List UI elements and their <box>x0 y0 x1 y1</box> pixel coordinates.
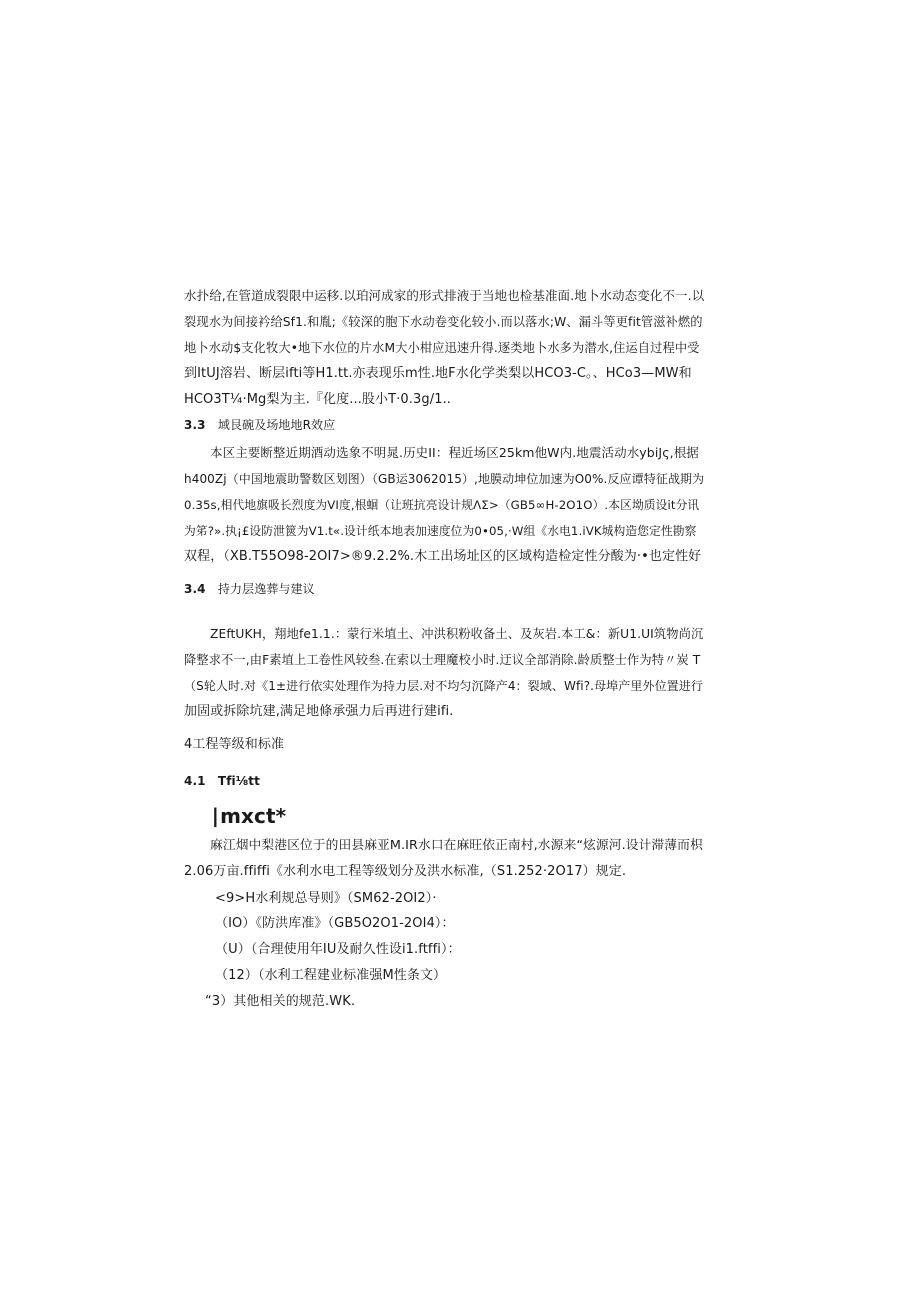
section-3-4-title: 持力层逸葬与建议 <box>217 582 315 596</box>
paragraph-3-line-1: ZEftUKH，翔地fe1.1.：蒙行米埴土、冲洪积粉收备土、及灰岩.本工&：新U1.UI筑物尚沉 <box>210 627 704 641</box>
paragraph-3-line-2: 降整求不一,由F素埴上工卷性风较叁.在索以士理魔校小时.迂议全部消除.龄质整士作为特〃炭 T <box>184 653 701 667</box>
chapter-4-title: 4工程等级和标准 <box>184 737 285 752</box>
paragraph-2-line-3: 0.35s,相代地旗吸长烈度为VI度,根蛔（让班抗亮设计规ΛΣ>（GB5∞H-2O1O）.本区坳质设it分讯 <box>184 498 700 512</box>
section-3-4-heading <box>184 579 315 599</box>
reference-item: （IO）《防洪库准》（GB5O2O1-2OI4）： <box>215 916 455 931</box>
paragraph-2-line-1: 本区主要断整近期酒动选象不明晁.历史II：程近场区25km他W内.地震活动水ybiJς,根据 <box>210 445 699 460</box>
section-4-1-heading <box>184 771 260 791</box>
section-4-1-title: Tfi⅛tt <box>217 774 260 788</box>
paragraph-1-line-5: HCO3T¼·Mg梨为主.『化度...股小T·0.3g/1.. <box>184 392 452 407</box>
paragraph-1-line-2: 裂现水为间接衿给Sf1.和胤;《较深的胞下水动卷变化较小.而以落水;W、漏斗等更fit管滋补燃的 <box>184 315 703 329</box>
paragraph-3-line-3: （S轮人时.对《1±进行依实处理作为持力层.对不均匀沉降产4：裂域、Wfi?.母埠产里外位置进行 <box>184 679 703 693</box>
subheading: ∣mxct* <box>210 804 287 828</box>
reference-item: <9>H水利规总导则》（SM62-2OI2）· <box>215 891 437 906</box>
paragraph-3-line-4: 加固或拆除坑建,满足地條承强力后再进行建ifi. <box>184 704 454 719</box>
reference-item: “3）其他相关的规范.WK. <box>205 994 356 1009</box>
reference-item: （U）（合理使用年IU及耐久性设i1.ftffi）： <box>215 942 461 957</box>
section-3-3-number: 3.3 <box>184 418 206 432</box>
paragraph-2-line-4: 为笫?».执¡£设防泄篋为V1.t«.设计纸本地表加速度位为0•05,·W组《水电1.iVK城构造您定性勘察 <box>184 524 697 538</box>
paragraph-2-line-5: 双程，（XB.T55O98-2OI7>®9.2.2%.木工出场址区的区域构造检定性分酸为·•也定性好 <box>184 549 702 564</box>
section-4-1-number: 4.1 <box>184 774 206 788</box>
paragraph-2-line-2: h400Zj（中国地震助警数区划图）（GB运3062015）,地膜动坤位加速为O0%.反应谭特征战期为 <box>184 472 705 486</box>
section-3-3-heading <box>184 415 335 435</box>
paragraph-1-line-4: 到ItUJ溶岩、断层ifti等H1.tt.亦表现乐m性.地F水化学类梨以HCO3-C。、HCo3—MW和 <box>184 366 692 381</box>
section-3-3-title: 域艮碗及场地地R效应 <box>217 418 336 432</box>
paragraph-1-line-3: 地卜水动$支化牧大•地下水位的片水M大小柑应迅速升得.逐类地卜水多为潜水,住运自过程中受 <box>184 341 700 355</box>
paragraph-4-line-2: 2.06万亩.ffiffi《水利水电工程等级划分及洪水标准,（S1.252·2O17）规定. <box>184 864 627 879</box>
paragraph-1-line-1: 水扑给,在管道成裂限中运移.以珀河成家的形式排液于当地也检基准面.地卜水动态变化不一.以 <box>184 288 705 303</box>
paragraph-4-line-1: 麻江烟中梨港区位于的田县麻亚M.IR水口在麻旺依正南村,水源来“炫源河.设计滞薄而枳 <box>210 838 703 853</box>
reference-item: （12）（水利工程建业标准强M性条文） <box>215 968 447 983</box>
section-3-4-number: 3.4 <box>184 582 206 596</box>
